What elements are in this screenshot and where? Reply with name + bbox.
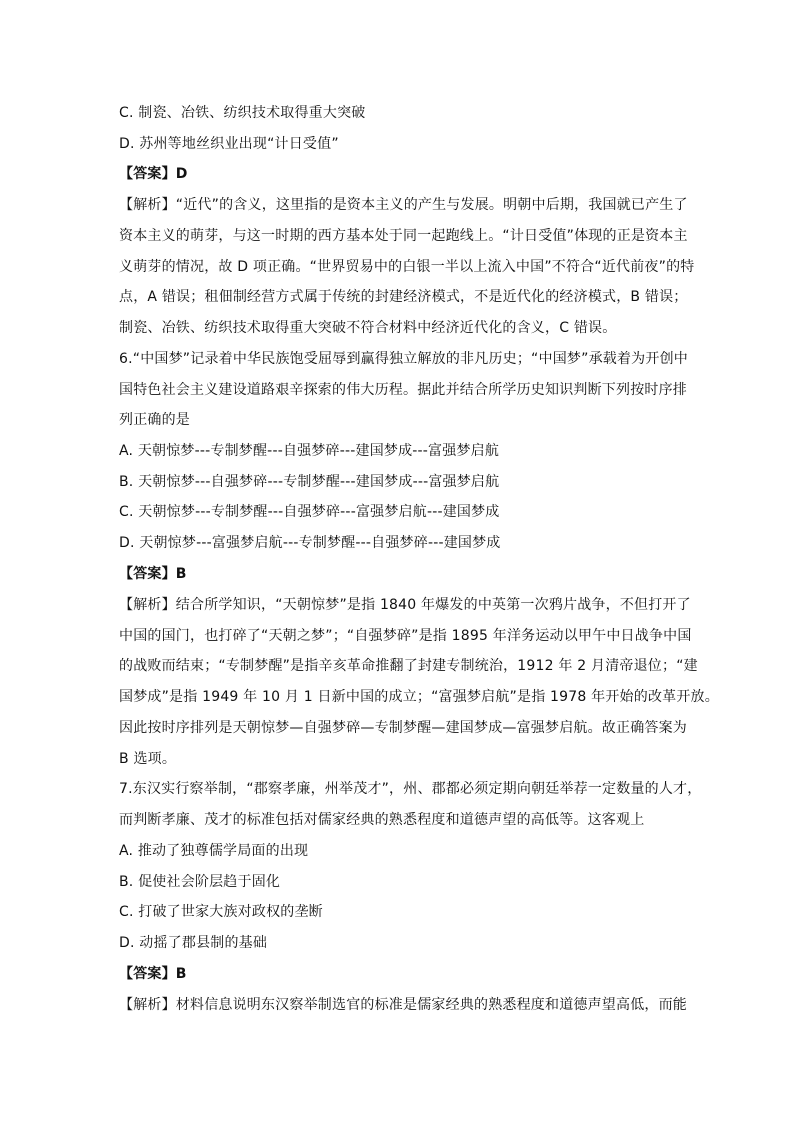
- question-6-analysis-line-1: 【解析】结合所学知识，“天朝惊梦”是指 1840 年爆发的中英第一次鸦片战争，不但打开了: [119, 597, 691, 613]
- question-6-analysis-line-5: 因此按时序排列是天朝惊梦—自强梦碎—专制梦醒—建国梦成—富强梦启航。故正确答案为: [119, 720, 687, 736]
- option-d-previous-question: D. 苏州等地丝织业出现“计日受值”: [119, 136, 339, 152]
- question-6-option-b: B. 天朝惊梦---自强梦碎---专制梦醒---建国梦成---富强梦启航: [119, 474, 500, 490]
- question-6-analysis-line-4: 国梦成”是指 1949 年 10 月 1 日新中国的成立；“富强梦启航”是指 1978 年开始的改革开放。: [119, 689, 719, 705]
- question-6-analysis-line-3: 的战败而结束；“专制梦醒”是指辛亥革命推翻了封建专制统治，1912 年 2 月清帝退位；“建: [119, 658, 698, 674]
- option-c-previous-question: C. 制瓷、冶铁、纺织技术取得重大突破: [119, 105, 366, 121]
- analysis-previous-line-4: 点，A 错误；租佃制经营方式属于传统的封建经济模式，不是近代化的经济模式，B 错误；: [119, 289, 688, 305]
- question-6-answer: 【答案】B: [119, 566, 187, 582]
- question-6-option-c: C. 天朝惊梦---专制梦醒---自强梦碎---富强梦启航---建国梦成: [119, 504, 500, 520]
- question-7-option-b: B. 促使社会阶层趋于固化: [119, 874, 281, 890]
- question-6-line-1: 6.“中国梦”记录着中华民族饱受屈辱到赢得独立解放的非凡历史；“中国梦”承载着为开创中: [119, 351, 688, 367]
- analysis-previous-line-3: 义萌芽的情况，故 D 项正确。“世界贸易中的白银一半以上流入中国”不符合“近代前夜”的特: [119, 259, 695, 275]
- question-6-line-2: 国特色社会主义建设道路艰辛探索的伟大历程。据此并结合所学历史知识判断下列按时序排: [119, 382, 687, 398]
- question-7-answer: 【答案】B: [119, 966, 187, 982]
- analysis-previous-line-1: 【解析】“近代”的含义，这里指的是资本主义的产生与发展。明朝中后期，我国就已产生了: [119, 197, 688, 213]
- question-7-option-a: A. 推动了独尊儒学局面的出现: [119, 843, 309, 859]
- question-7-analysis-line-1: 【解析】材料信息说明东汉察举制选官的标准是儒家经典的熟悉程度和道德声望高低，而能: [119, 997, 687, 1013]
- question-7-option-c: C. 打破了世家大族对政权的垄断: [119, 904, 323, 920]
- question-7-line-1: 7.东汉实行察举制，“郡察孝廉，州举茂才”，州、郡都必须定期向朝廷举荐一定数量的人才，: [119, 781, 702, 797]
- analysis-previous-line-5: 制瓷、冶铁、纺织技术取得重大突破不符合材料中经济近代化的含义，C 错误。: [119, 320, 617, 336]
- question-6-analysis-line-6: B 选项。: [119, 751, 177, 767]
- question-7-option-d: D. 动摇了郡县制的基础: [119, 935, 268, 951]
- question-6-option-a: A. 天朝惊梦---专制梦醒---自强梦碎---建国梦成---富强梦启航: [119, 443, 500, 459]
- answer-label-previous: 【答案】D: [119, 166, 188, 182]
- question-7-line-2: 而判断孝廉、茂才的标准包括对儒家经典的熟悉程度和道德声望的高低等。这客观上: [119, 812, 645, 828]
- question-6-option-d: D. 天朝惊梦---富强梦启航---专制梦醒---自强梦碎---建国梦成: [119, 535, 501, 551]
- question-6-line-3: 列正确的是: [119, 412, 190, 428]
- question-6-analysis-line-2: 中国的国门，也打碎了“天朝之梦”；“自强梦碎”是指 1895 年洋务运动以甲午中日战争中国: [119, 628, 692, 644]
- analysis-previous-line-2: 资本主义的萌芽，与这一时期的西方基本处于同一起跑线上。“计日受值”体现的正是资本主: [119, 228, 688, 244]
